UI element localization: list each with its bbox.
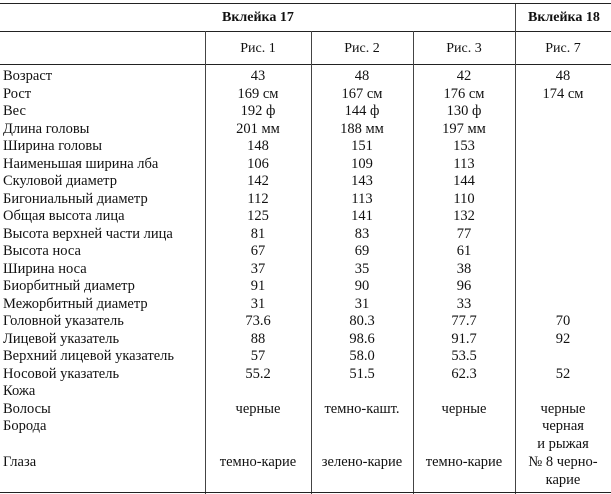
column-header-fig3: Рис. 3 xyxy=(446,41,482,56)
cell-fig1: темно-карие xyxy=(219,454,297,470)
cell-fig1: 67 xyxy=(250,243,266,259)
beard-fig7-line: и рыжая xyxy=(537,435,589,452)
cell-fig1: 81 xyxy=(250,225,266,242)
cell-fig2: 109 xyxy=(351,155,373,172)
table-row xyxy=(0,366,611,384)
row-label: Высота носа xyxy=(3,243,81,259)
column-header-fig2: Рис. 2 xyxy=(344,41,380,56)
header-rule xyxy=(0,31,611,32)
cell-fig2: 141 xyxy=(351,208,373,224)
table-row xyxy=(0,138,611,156)
cell-fig1: 142 xyxy=(247,173,269,189)
column-header-fig1: Рис. 1 xyxy=(240,41,276,56)
cell-fig2: зелено-карие xyxy=(321,454,403,470)
cell-fig3: 33 xyxy=(456,295,472,312)
row-label: Головной указатель xyxy=(3,313,124,329)
column-header-fig7: Рис. 7 xyxy=(545,41,581,56)
cell-fig2: 151 xyxy=(351,138,373,154)
cell-fig2: 90 xyxy=(354,278,370,294)
cell-fig2: 98.6 xyxy=(349,330,375,347)
row-label: Ширина носа xyxy=(3,260,87,277)
row-label: Наименьшая ширина лба xyxy=(3,155,159,172)
cell-fig7: 92 xyxy=(555,330,571,347)
table-row xyxy=(0,173,611,191)
eyes-fig7-line: № 8 черно- xyxy=(528,454,598,470)
row-label: Скуловой диаметр xyxy=(3,173,117,189)
cell-fig7: 48 xyxy=(555,68,571,84)
insert-17-heading: Вклейка 17 xyxy=(222,10,294,25)
cell-fig3: 197 мм xyxy=(442,120,486,137)
cell-fig2: 58.0 xyxy=(349,348,375,364)
beard-fig7-value xyxy=(515,418,611,453)
cell-fig2: 80.3 xyxy=(349,313,375,329)
beard-fig7-line: черная xyxy=(542,418,584,434)
cell-fig2: 144 ф xyxy=(344,103,380,119)
table-row xyxy=(0,191,611,209)
eyes-fig7-line: карие xyxy=(545,471,581,488)
cell-fig1: 31 xyxy=(250,295,266,312)
cell-fig1: 88 xyxy=(250,330,266,347)
cell-fig1: 192 ф xyxy=(240,103,276,119)
cell-fig1: 91 xyxy=(250,278,266,294)
cell-fig3: 42 xyxy=(456,68,472,84)
table-row xyxy=(0,208,611,226)
cell-fig2: 167 см xyxy=(341,85,383,102)
cell-fig2: 35 xyxy=(354,260,370,277)
cell-fig2: 51.5 xyxy=(349,365,375,382)
cell-fig3: 53.5 xyxy=(451,348,477,364)
cell-fig3: 153 xyxy=(453,138,475,154)
cell-fig3: 110 xyxy=(453,190,475,207)
cell-fig1: 106 xyxy=(247,155,269,172)
cell-fig1: 112 xyxy=(247,190,269,207)
cell-fig3: 176 см xyxy=(443,85,485,102)
cell-fig3: 132 xyxy=(453,208,475,224)
table-row xyxy=(0,261,611,279)
cell-fig3: 61 xyxy=(456,243,472,259)
cell-fig1: 201 мм xyxy=(236,120,280,137)
cell-fig1: 148 xyxy=(247,138,269,154)
table-row xyxy=(0,86,611,104)
cell-fig2: 48 xyxy=(354,68,370,84)
row-label: Ширина головы xyxy=(3,138,102,154)
table-row xyxy=(0,313,611,331)
row-label: Биорбитный диаметр xyxy=(3,278,135,294)
table-row xyxy=(0,68,611,86)
table-row xyxy=(0,156,611,174)
row-label: Вес xyxy=(3,103,26,119)
cell-fig1: 125 xyxy=(247,208,269,224)
cell-fig1: 37 xyxy=(250,260,266,277)
row-label: Рост xyxy=(3,85,32,102)
cell-fig3: 130 ф xyxy=(446,103,482,119)
row-label: Глаза xyxy=(3,454,37,470)
cell-fig3: черные xyxy=(441,400,487,417)
cell-fig2: темно-кашт. xyxy=(324,400,400,417)
eyes-fig7-value xyxy=(515,454,611,489)
cell-fig3: темно-карие xyxy=(425,454,503,470)
cell-fig2: 188 мм xyxy=(340,120,384,137)
cell-fig1: 55.2 xyxy=(245,365,271,382)
cell-fig3: 113 xyxy=(453,155,475,172)
row-label: Волосы xyxy=(3,400,51,417)
table-row xyxy=(0,383,611,401)
cell-fig2: 69 xyxy=(354,243,370,259)
column-header-rule xyxy=(0,64,611,65)
cell-fig1: 43 xyxy=(250,68,266,84)
row-label: Общая высота лица xyxy=(3,208,125,224)
table-row xyxy=(0,278,611,296)
table-row xyxy=(0,226,611,244)
row-label: Возраст xyxy=(3,68,53,84)
top-rule xyxy=(0,3,611,4)
cell-fig7: 174 см xyxy=(542,85,584,102)
cell-fig1: черные xyxy=(235,400,281,417)
row-label: Бигониальный диаметр xyxy=(3,190,148,207)
cell-fig7: 52 xyxy=(555,365,571,382)
table-row xyxy=(0,243,611,261)
cell-fig3: 38 xyxy=(456,260,472,277)
row-label: Лицевой указатель xyxy=(3,330,120,347)
table-row xyxy=(0,296,611,314)
measurement-rows xyxy=(0,68,611,418)
row-label: Борода xyxy=(3,418,47,434)
table-row xyxy=(0,401,611,419)
cell-fig2: 31 xyxy=(354,295,370,312)
table-row xyxy=(0,348,611,366)
cell-fig1: 169 см xyxy=(237,85,279,102)
insert-18-heading: Вклейка 18 xyxy=(528,10,600,25)
cell-fig7: 70 xyxy=(555,313,571,329)
cell-fig3: 144 xyxy=(453,173,475,189)
cell-fig1: 57 xyxy=(250,348,266,364)
cell-fig3: 96 xyxy=(456,278,472,294)
table-row xyxy=(0,103,611,121)
cell-fig2: 113 xyxy=(351,190,373,207)
table-row xyxy=(0,121,611,139)
bottom-rule xyxy=(0,492,611,493)
cell-fig7: черные xyxy=(540,400,586,417)
row-label: Межорбитный диаметр xyxy=(3,295,148,312)
cell-fig3: 77 xyxy=(456,225,472,242)
row-label: Длина головы xyxy=(3,120,90,137)
cell-fig2: 143 xyxy=(351,173,373,189)
cell-fig3: 62.3 xyxy=(451,365,477,382)
row-label: Носовой указатель xyxy=(3,365,120,382)
cell-fig1: 73.6 xyxy=(245,313,271,329)
table-row xyxy=(0,331,611,349)
row-label: Кожа xyxy=(3,383,36,399)
cell-fig3: 77.7 xyxy=(451,313,477,329)
row-label: Высота верхней части лица xyxy=(3,225,173,242)
cell-fig2: 83 xyxy=(354,225,370,242)
cell-fig3: 91.7 xyxy=(451,330,477,347)
row-label: Верхний лицевой указатель xyxy=(3,348,175,364)
